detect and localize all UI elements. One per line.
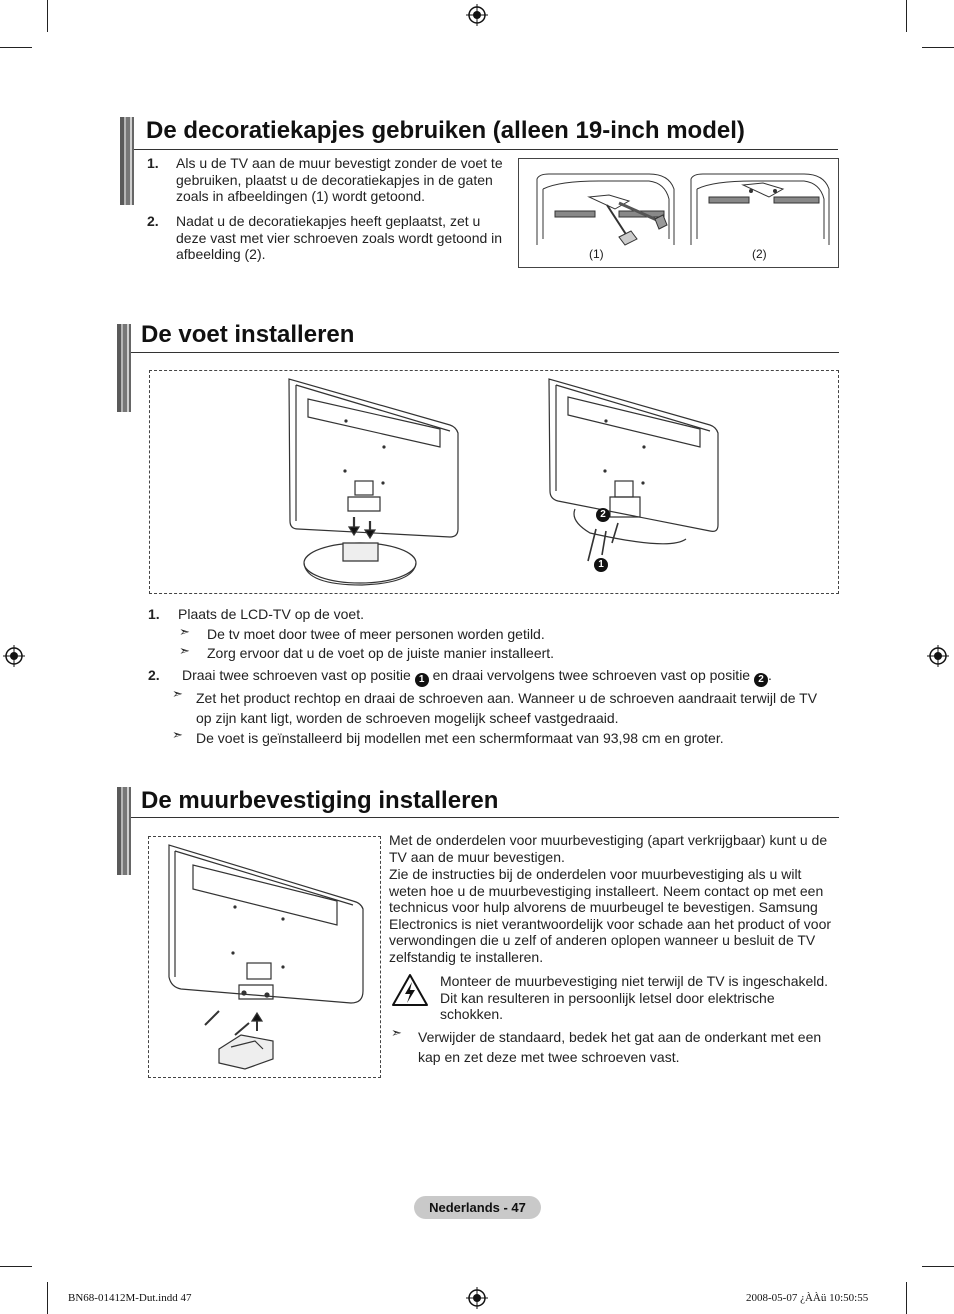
registration-mark-icon [3,645,25,667]
note-text: Verwijder de standaard, bedek het gat aan de onderkant met een kap en zet deze met twee schroeven vast. [418,1029,822,1065]
note-text: De voet is geïnstalleerd bij modellen met een schermformaat van 93,98 cm en groter. [196,730,724,746]
crop-mark [922,47,954,48]
step-text [182,667,772,687]
note-text: Zet het product rechtop en draai de schroeven aan. Wanneer u de schroeven aandraait terwijl de TV op zijn kant ligt, worden de schroeven mogelijk scheef vastgedraaid. [196,690,818,726]
note-arrow-icon: ➣ [391,1025,402,1040]
figure-label: (2) [752,247,767,261]
step-text-part: Draai twee schroeven vast op positie [182,667,411,683]
note-arrow-icon: ➣ [179,624,190,639]
page-number-badge: Nederlands - 47 [414,1196,541,1219]
tv-cover-illustration [519,159,838,267]
step-text: Als u de TV aan de muur bevestigt zonder de voet te gebruiken, plaatst u de decoratiekapjes in de gaten zoals in afbeeldingen (1) wordt getoond. [176,155,503,204]
step-text-part: en draai vervolgens twee schroeven vast op positie [432,667,751,683]
body-paragraph: Zie de instructies bij de onderdelen voor muurbevestiging als u wilt weten hoe u de muurbevestiging installeert. Neem contact op met een technicus voor hulp alvorens de muurbeugel te bevestigen. Samsung Electronics is niet verantwoordelijk voor schade aan het product of voor verwondingen die u zelf of anderen oplopen wanneer u besluit de TV zelfstandig te installeren. [389,866,832,965]
warning-text: Monteer de muurbevestiging niet terwijl de TV is ingeschakeld. Dit kan resulteren in persoonlijk letsel door elektrische schokken. [440,973,829,1022]
figure-box [518,158,839,268]
section-rule [134,149,838,150]
body-paragraph: Met de onderdelen voor muurbevestiging (apart verkrijgbaar) kunt u de TV aan de muur bevestigen. [389,832,828,865]
section-title: De decoratiekapjes gebruiken (alleen 19-inch model) [146,117,745,144]
figure-box [148,836,381,1078]
crop-mark [0,1266,32,1267]
section-bar [117,324,131,412]
note-text: De tv moet door twee of meer personen worden getild. [207,626,545,642]
figure-label: (1) [589,247,604,261]
crop-mark [922,1266,954,1267]
print-slug-right: 2008-05-07 ¿ÀÀü 10:50:55 [746,1292,869,1304]
section-title: De voet installeren [141,321,355,348]
stand-install-illustration [150,371,838,593]
note-arrow-icon: ➣ [172,686,183,701]
section-rule [131,817,839,818]
electric-shock-warning-icon [391,972,429,1008]
note-arrow-icon: ➣ [179,643,190,658]
crop-mark [47,0,48,32]
crop-mark [906,0,907,32]
note-text: Zorg ervoor dat u de voet op de juiste manier installeert. [207,645,555,661]
registration-mark-icon [466,1287,488,1309]
step-number: 1. [148,606,160,622]
figure-box [149,370,839,594]
print-slug-left: BN68-01412M-Dut.indd 47 [68,1292,192,1304]
step-number: 2. [148,667,160,683]
step-number: 1. [147,155,159,171]
section-rule [131,352,839,353]
section-bar [117,787,131,875]
step-number: 2. [147,213,159,229]
registration-mark-icon [927,645,949,667]
step-text: Plaats de LCD-TV op de voet. [178,606,364,622]
position-marker-2: 2 [596,508,610,522]
registration-mark-icon [466,4,488,26]
crop-mark [906,1282,907,1314]
position-marker-2: 2 [754,673,768,687]
section-bar [120,117,134,205]
crop-mark [0,47,32,48]
note-arrow-icon: ➣ [172,727,183,742]
step-text-part: . [767,667,772,683]
step-text: Nadat u de decoratiekapjes heeft geplaatst, zet u deze vast met vier schroeven zoals wordt getoond in afbeelding (2). [176,213,503,262]
crop-mark [47,1282,48,1314]
wall-mount-illustration [149,837,380,1077]
position-marker-1: 1 [415,673,429,687]
position-marker-1: 1 [594,558,608,572]
section-title: De muurbevestiging installeren [141,787,499,814]
